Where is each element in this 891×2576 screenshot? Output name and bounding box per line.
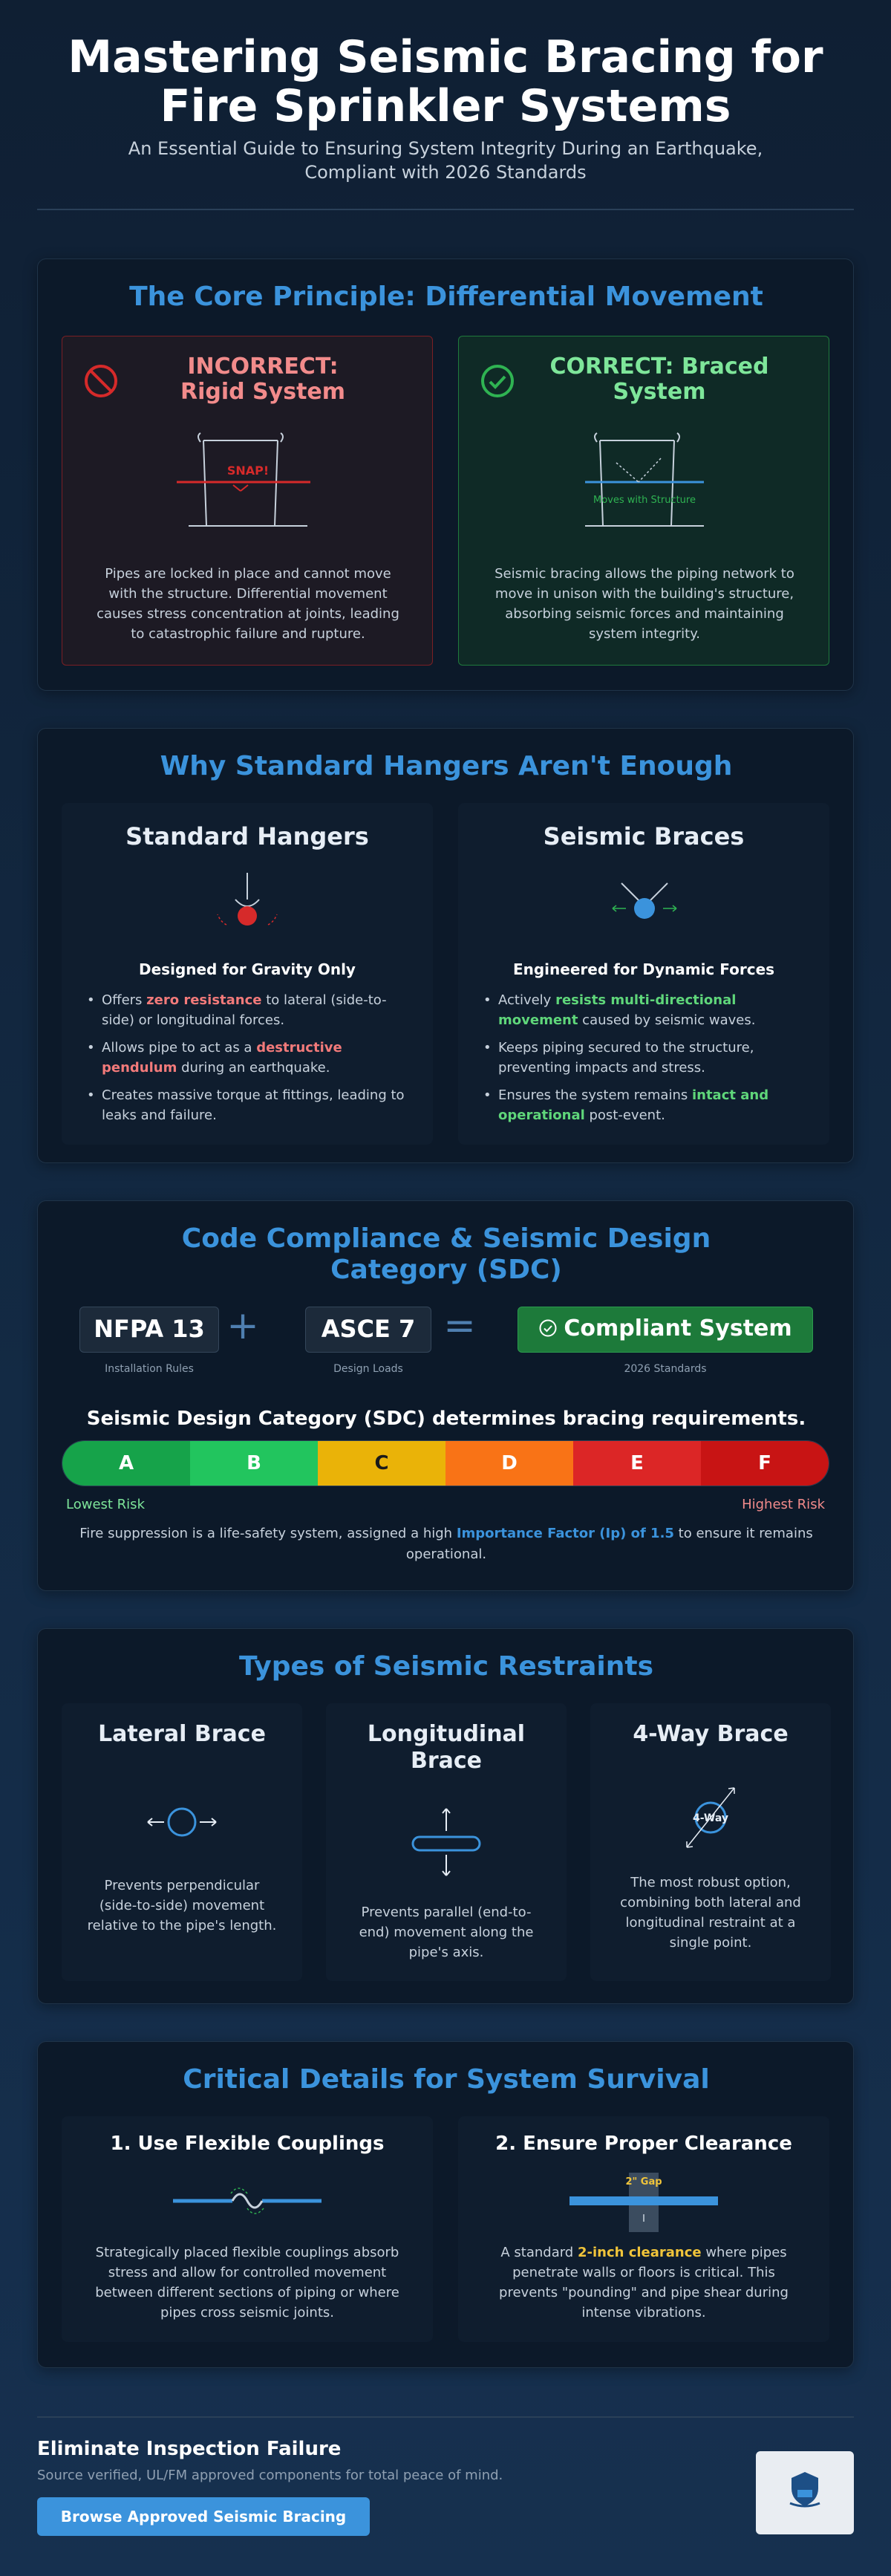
longitudinal-arrows-icon [409, 1804, 483, 1879]
lateral-arrows-icon [145, 1785, 219, 1859]
flexible-coupling-icon [166, 2168, 329, 2235]
standard-hangers-subheading: Designed for Gravity Only [139, 960, 356, 978]
highest-risk-label: Highest Risk [742, 1497, 825, 1512]
longitudinal-brace-card [326, 1703, 567, 1981]
asce-caption: Design Loads [333, 1363, 403, 1375]
hangers-title: Why Standard Hangers Aren't Enough [160, 751, 733, 781]
list-item: • Ensures the system remains intact and operational post-event. [498, 1085, 810, 1125]
sdc-title: Seismic Design Category (SDC) determines bracing requirements. [86, 1408, 806, 1430]
correct-card [458, 336, 829, 666]
sdc-category-c: C [318, 1441, 446, 1486]
browse-bracing-button[interactable]: Browse Approved Seismic Bracing [37, 2497, 370, 2536]
list-item: • Keeps piping secured to the structure, preventing impacts and stress. [498, 1038, 810, 1078]
clearance-text: A standard 2-inch clearance where pipes penetrate walls or floors is critical. This prevents "pounding" and pipe shear during intense vibrations. [499, 2245, 789, 2320]
page-subtitle: An Essential Guide to Ensuring System Integrity During an Earthquake, Compliant with 2026 Standards [128, 138, 763, 183]
equals-sign: = [443, 1304, 476, 1348]
footer-title: Eliminate Inspection Failure [37, 2438, 342, 2460]
sdc-category-f: F [701, 1441, 829, 1486]
check-circle-icon [538, 1318, 558, 1338]
details-section [37, 2041, 854, 2368]
compliant-caption: 2026 Standards [624, 1363, 707, 1375]
sdc-category-d: D [446, 1441, 573, 1486]
sdc-category-b: B [190, 1441, 318, 1486]
snap-label: SNAP! [226, 464, 270, 478]
braced-pipe-icon [607, 870, 681, 952]
list-item: • Creates massive torque at fittings, leading to leaks and failure. [102, 1085, 414, 1125]
correct-heading: CORRECT: Braced System [549, 354, 769, 405]
lateral-brace-heading: Lateral Brace [98, 1721, 266, 1747]
hangers-section [37, 728, 854, 1163]
lateral-brace-text: Prevents perpendicular (side-to-side) movement relative to the pipe's length. [87, 1878, 277, 1933]
braced-system-diagram [570, 426, 719, 544]
asce-badge: ASCE 7 [305, 1307, 431, 1353]
movement-title: The Core Principle: Differential Movement [129, 282, 763, 312]
header-divider [37, 209, 854, 210]
compliance-title: Code Compliance & Seismic Design Category (SDC) [181, 1223, 711, 1285]
compliant-badge: Compliant System [518, 1307, 813, 1353]
incorrect-card [62, 336, 433, 666]
brand-logo [756, 2451, 854, 2534]
fourway-label: 4-Way [692, 1812, 729, 1824]
lowest-risk-label: Lowest Risk [66, 1497, 145, 1512]
compliance-section [37, 1200, 854, 1591]
nfpa-caption: Installation Rules [105, 1363, 194, 1375]
gap-label: 2" Gap [625, 2176, 662, 2188]
standard-hangers-card [62, 803, 433, 1145]
fourway-brace-card [590, 1703, 831, 1981]
restraints-section [37, 1628, 854, 2004]
incorrect-text: Pipes are locked in place and cannot move with the structure. Differential movement causes stress concentration at joints, leading to catastrophic failure and rupture. [97, 566, 399, 642]
couplings-card [62, 2116, 433, 2342]
seismic-braces-card [458, 803, 829, 1145]
clearance-card [458, 2116, 829, 2342]
sdc-category-a: A [62, 1441, 190, 1486]
incorrect-heading: INCORRECT: Rigid System [180, 354, 346, 405]
rigid-system-diagram [174, 426, 322, 544]
prohibited-icon [83, 363, 119, 399]
standard-hangers-heading: Standard Hangers [125, 822, 369, 850]
seismic-braces-subheading: Engineered for Dynamic Forces [512, 960, 775, 978]
page-title: Mastering Seismic Bracing for Fire Sprinkler Systems [68, 31, 823, 132]
longitudinal-brace-text: Prevents parallel (end-to-end) movement along the pipe's axis. [359, 1905, 534, 1960]
restraints-title: Types of Seismic Restraints [238, 1651, 654, 1682]
details-title: Critical Details for System Survival [183, 2064, 710, 2095]
seismic-braces-heading: Seismic Braces [543, 822, 745, 850]
plus-sign: + [226, 1304, 259, 1348]
fourway-brace-text: The most robust option, combining both lateral and longitudinal restraint at a single point. [620, 1875, 801, 1951]
sdc-category-e: E [573, 1441, 701, 1486]
lateral-brace-card [62, 1703, 302, 1981]
shield-icon [756, 2451, 854, 2534]
list-item: • Offers zero resistance to lateral (side-to-side) or longitudinal forces. [102, 990, 414, 1030]
pipe-clearance-icon [562, 2168, 725, 2235]
sdc-scale [62, 1440, 829, 1486]
importance-factor-note: Fire suppression is a life-safety system, assigned a high Importance Factor (Ip) of 1.5 to ensure it remains operational. [79, 1526, 813, 1562]
list-item: • Allows pipe to act as a destructive pendulum during an earthquake. [102, 1038, 414, 1078]
clearance-heading: 2. Ensure Proper Clearance [495, 2133, 792, 2155]
couplings-heading: 1. Use Flexible Couplings [110, 2133, 385, 2155]
movement-section [37, 258, 854, 691]
moves-label: Moves with Structure [593, 495, 696, 506]
correct-text: Seismic bracing allows the piping network to move in unison with the building's structure, absorbing seismic forces and maintaining system integrity. [495, 566, 794, 642]
nfpa-badge: NFPA 13 [79, 1307, 219, 1353]
fourway-brace-icon [673, 1780, 748, 1855]
footer-divider [37, 2416, 854, 2418]
check-circle-icon [480, 363, 515, 399]
list-item: • Actively resists multi-directional movement caused by seismic waves. [498, 990, 810, 1030]
fourway-brace-heading: 4-Way Brace [633, 1721, 789, 1747]
footer-subtitle: Source verified, UL/FM approved components for total peace of mind. [37, 2468, 503, 2483]
longitudinal-brace-heading: Longitudinal Brace [367, 1721, 526, 1774]
couplings-text: Strategically placed flexible couplings absorb stress and allow for controlled movement between different sections of piping or where pipes cross seismic joints. [95, 2245, 399, 2320]
seismic-braces-list [498, 990, 810, 1133]
pendulum-hanger-icon [210, 870, 284, 952]
standard-hangers-list [102, 990, 414, 1133]
